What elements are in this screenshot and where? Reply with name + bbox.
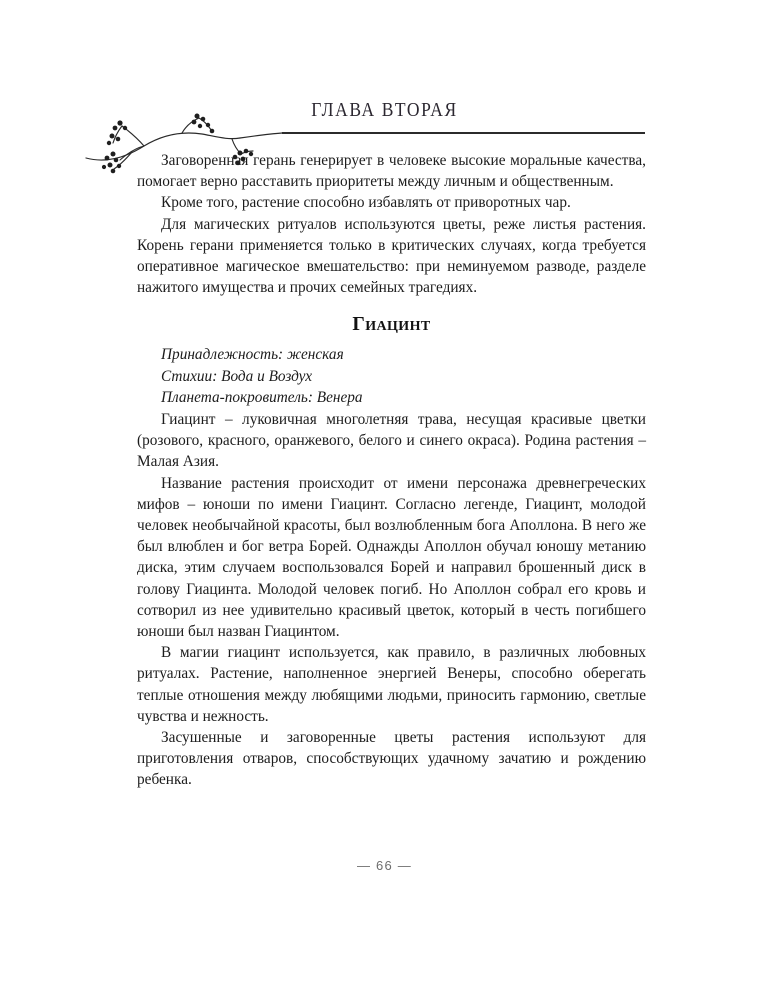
text-column xyxy=(137,150,646,791)
paragraph: Гиацинт – луковичная многолетняя трава, несущая красивые цветки (розового, красного, оранжевого, белого и синего окраса). Родина растения – Малая Азия. xyxy=(137,411,646,471)
attribute-item: Планета-покровитель: Венера xyxy=(161,388,363,406)
chapter-title: ГЛАВА ВТОРАЯ xyxy=(311,98,458,121)
paragraph: Засушенные и заговоренные цветы растения используют для приготовления отваров, способствующих удачному зачатию и рождению ребенка. xyxy=(137,729,646,789)
paragraph: В магии гиацинт используется, как правило, в различных любовных ритуалах. Растение, наполненное энергией Венеры, способно оберегать теплые отношения между любящими людьми, приносить гармонию, светлые чувства и нежность. xyxy=(137,644,646,725)
page-number: — 66 — xyxy=(357,858,412,873)
paragraph: Заговоренная герань генерирует в человеке высокие моральные качества, помогает верно расставить приоритеты между личным и общественным. xyxy=(137,152,646,191)
attribute-list xyxy=(137,344,646,408)
attribute-item: Принадлежность: женская xyxy=(161,346,344,364)
paragraph: Кроме того, растение способно избавлять от приворотных чар. xyxy=(161,194,571,212)
attribute-item: Стихии: Вода и Воздух xyxy=(161,367,313,385)
section-heading: Гиацинт xyxy=(352,314,431,336)
paragraph: Для магических ритуалов используются цветы, реже листья растения. Корень герани применяется только в критических случаях, когда требуется оперативное магическое вмешательство: при неминуемом разводе, разделе нажитого имущества и прочих семейных трагедиях. xyxy=(137,215,646,297)
paragraph: Название растения происходит от имени персонажа древнегреческих мифов – юноши по имени Гиацинт. Согласно легенде, Гиацинт, молодой человек необычайной красоты, был возлюбленным бога Аполлона. В него же был влюблен и бог ветра Борей. Однажды Аполлон обучал юношу метанию диска, этим случаем воспользовался Борей и направил брошенный диск в голову Гиацинта. Молодой человек погиб. Но Аполлон собрал его кровь и сотворил из нее удивительно красивый цветок, который в честь погибшего юноши был назван Гиацинтом. xyxy=(137,474,646,641)
